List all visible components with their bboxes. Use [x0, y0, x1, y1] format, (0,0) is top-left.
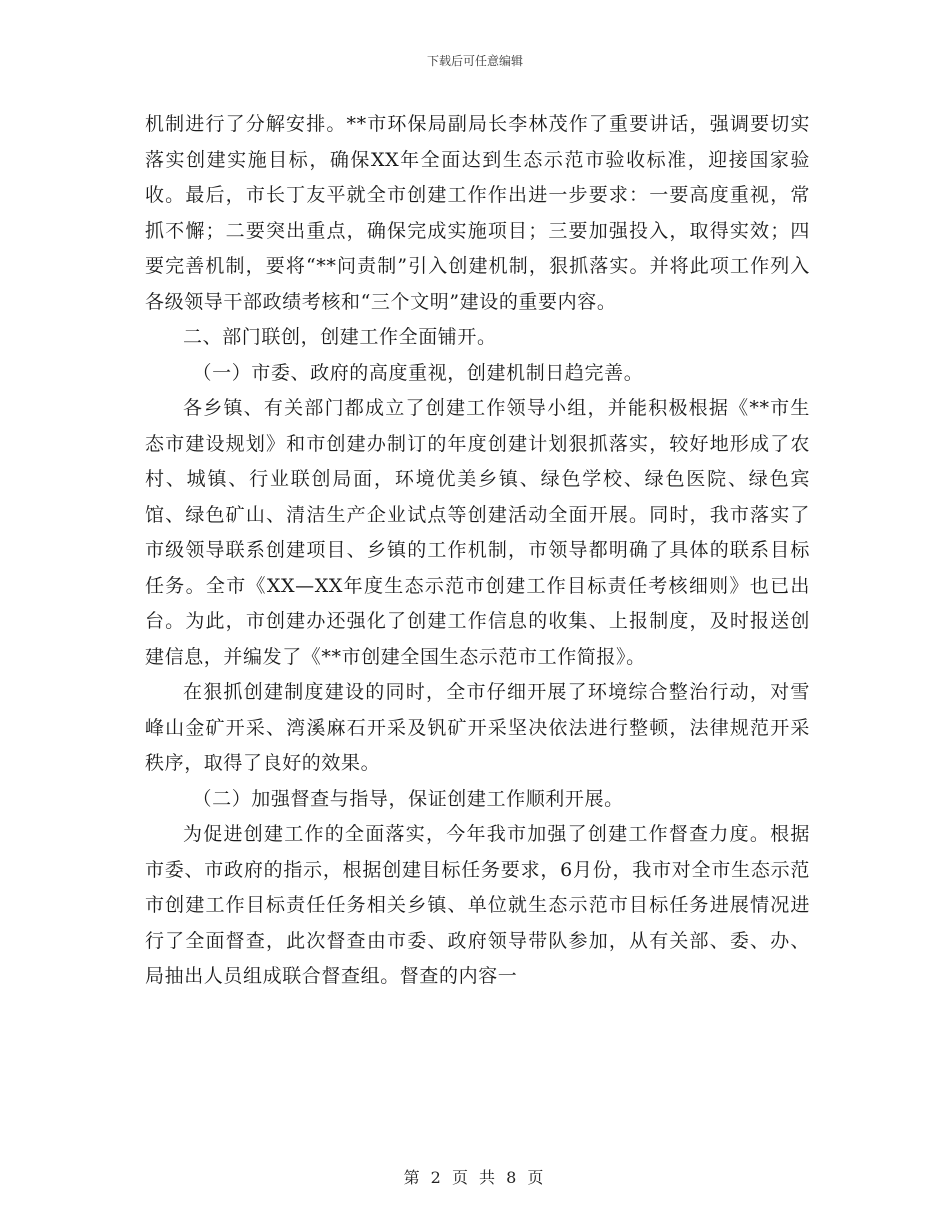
section-heading-2: 二、部门联创，创建工作全面铺开。 [183, 326, 497, 348]
subsection-heading-1: （一）市委、政府的高度重视，创建机制日趋完善。 [192, 361, 644, 384]
page-number: 第 2 页 共 8 页 [403, 1168, 547, 1187]
paragraph-environment-rectification: 在狠抓创建制度建设的同时，全市仔细开展了环境综合整治行动，对雪峰山金矿开采、湾溪麻石开采及钒矿开采坚决依法进行整顿，法律规范开采秩序，取得了良好的效果。 [145, 681, 810, 774]
subsection-heading-2: （二）加强督查与指导，保证创建工作顺利开展。 [192, 787, 624, 810]
paragraph-leadership-groups: 各乡镇、有关部门都成立了创建工作领导小组，并能积极根据《**市生态市建设规划》和市创建办制订的年度创建计划狠抓落实，较好地形成了农村、城镇、行业联创局面，环境优美乡镇、绿色学校、绿色医院、绿色宾馆、绿色矿山、清洁生产企业试点等创建活动全面开展。同时，我市落实了市级领导联系创建项目、乡镇的工作机制，市领导都明确了具体的联系目标任务。全市《XX—XX年度生态示范市创建工作目标责任考核细则》也已出台。为此，市创建办还强化了创建工作信息的收集、上报制度，及时报送创建信息，并编发了《**市创建全国生态示范市工作简报》。 [145, 397, 810, 668]
paragraph-supervision: 为促进创建工作的全面落实，今年我市加强了创建工作督查力度。根据市委、市政府的指示，根据创建目标任务要求，6月份，我市对全市生态示范市创建工作目标责任任务相关乡镇、单位就生态示范市目标任务进展情况进行了全面督查，此次督查由市委、政府领导带队参加，从有关部、委、办、局抽出人员组成联合督查组。督查的内容一 [145, 823, 810, 987]
page-header-note: 下载后可任意编辑 [426, 54, 523, 68]
paragraph-meeting-remarks: 机制进行了分解安排。**市环保局副局长李林茂作了重要讲话，强调要切实落实创建实施目标，确保XX年全面达到生态示范市验收标准，迎接国家验收。最后，市长丁友平就全市创建工作作出进一步要求：一要高度重视，常抓不懈；二要突出重点，确保完成实施项目；三要加强投入，取得实效；四要完善机制，要将“**问责制”引入创建机制，狠抓落实。并将此项工作列入各级领导干部政绩考核和“三个文明”建设的重要内容。 [145, 113, 810, 313]
document-body [145, 107, 810, 995]
